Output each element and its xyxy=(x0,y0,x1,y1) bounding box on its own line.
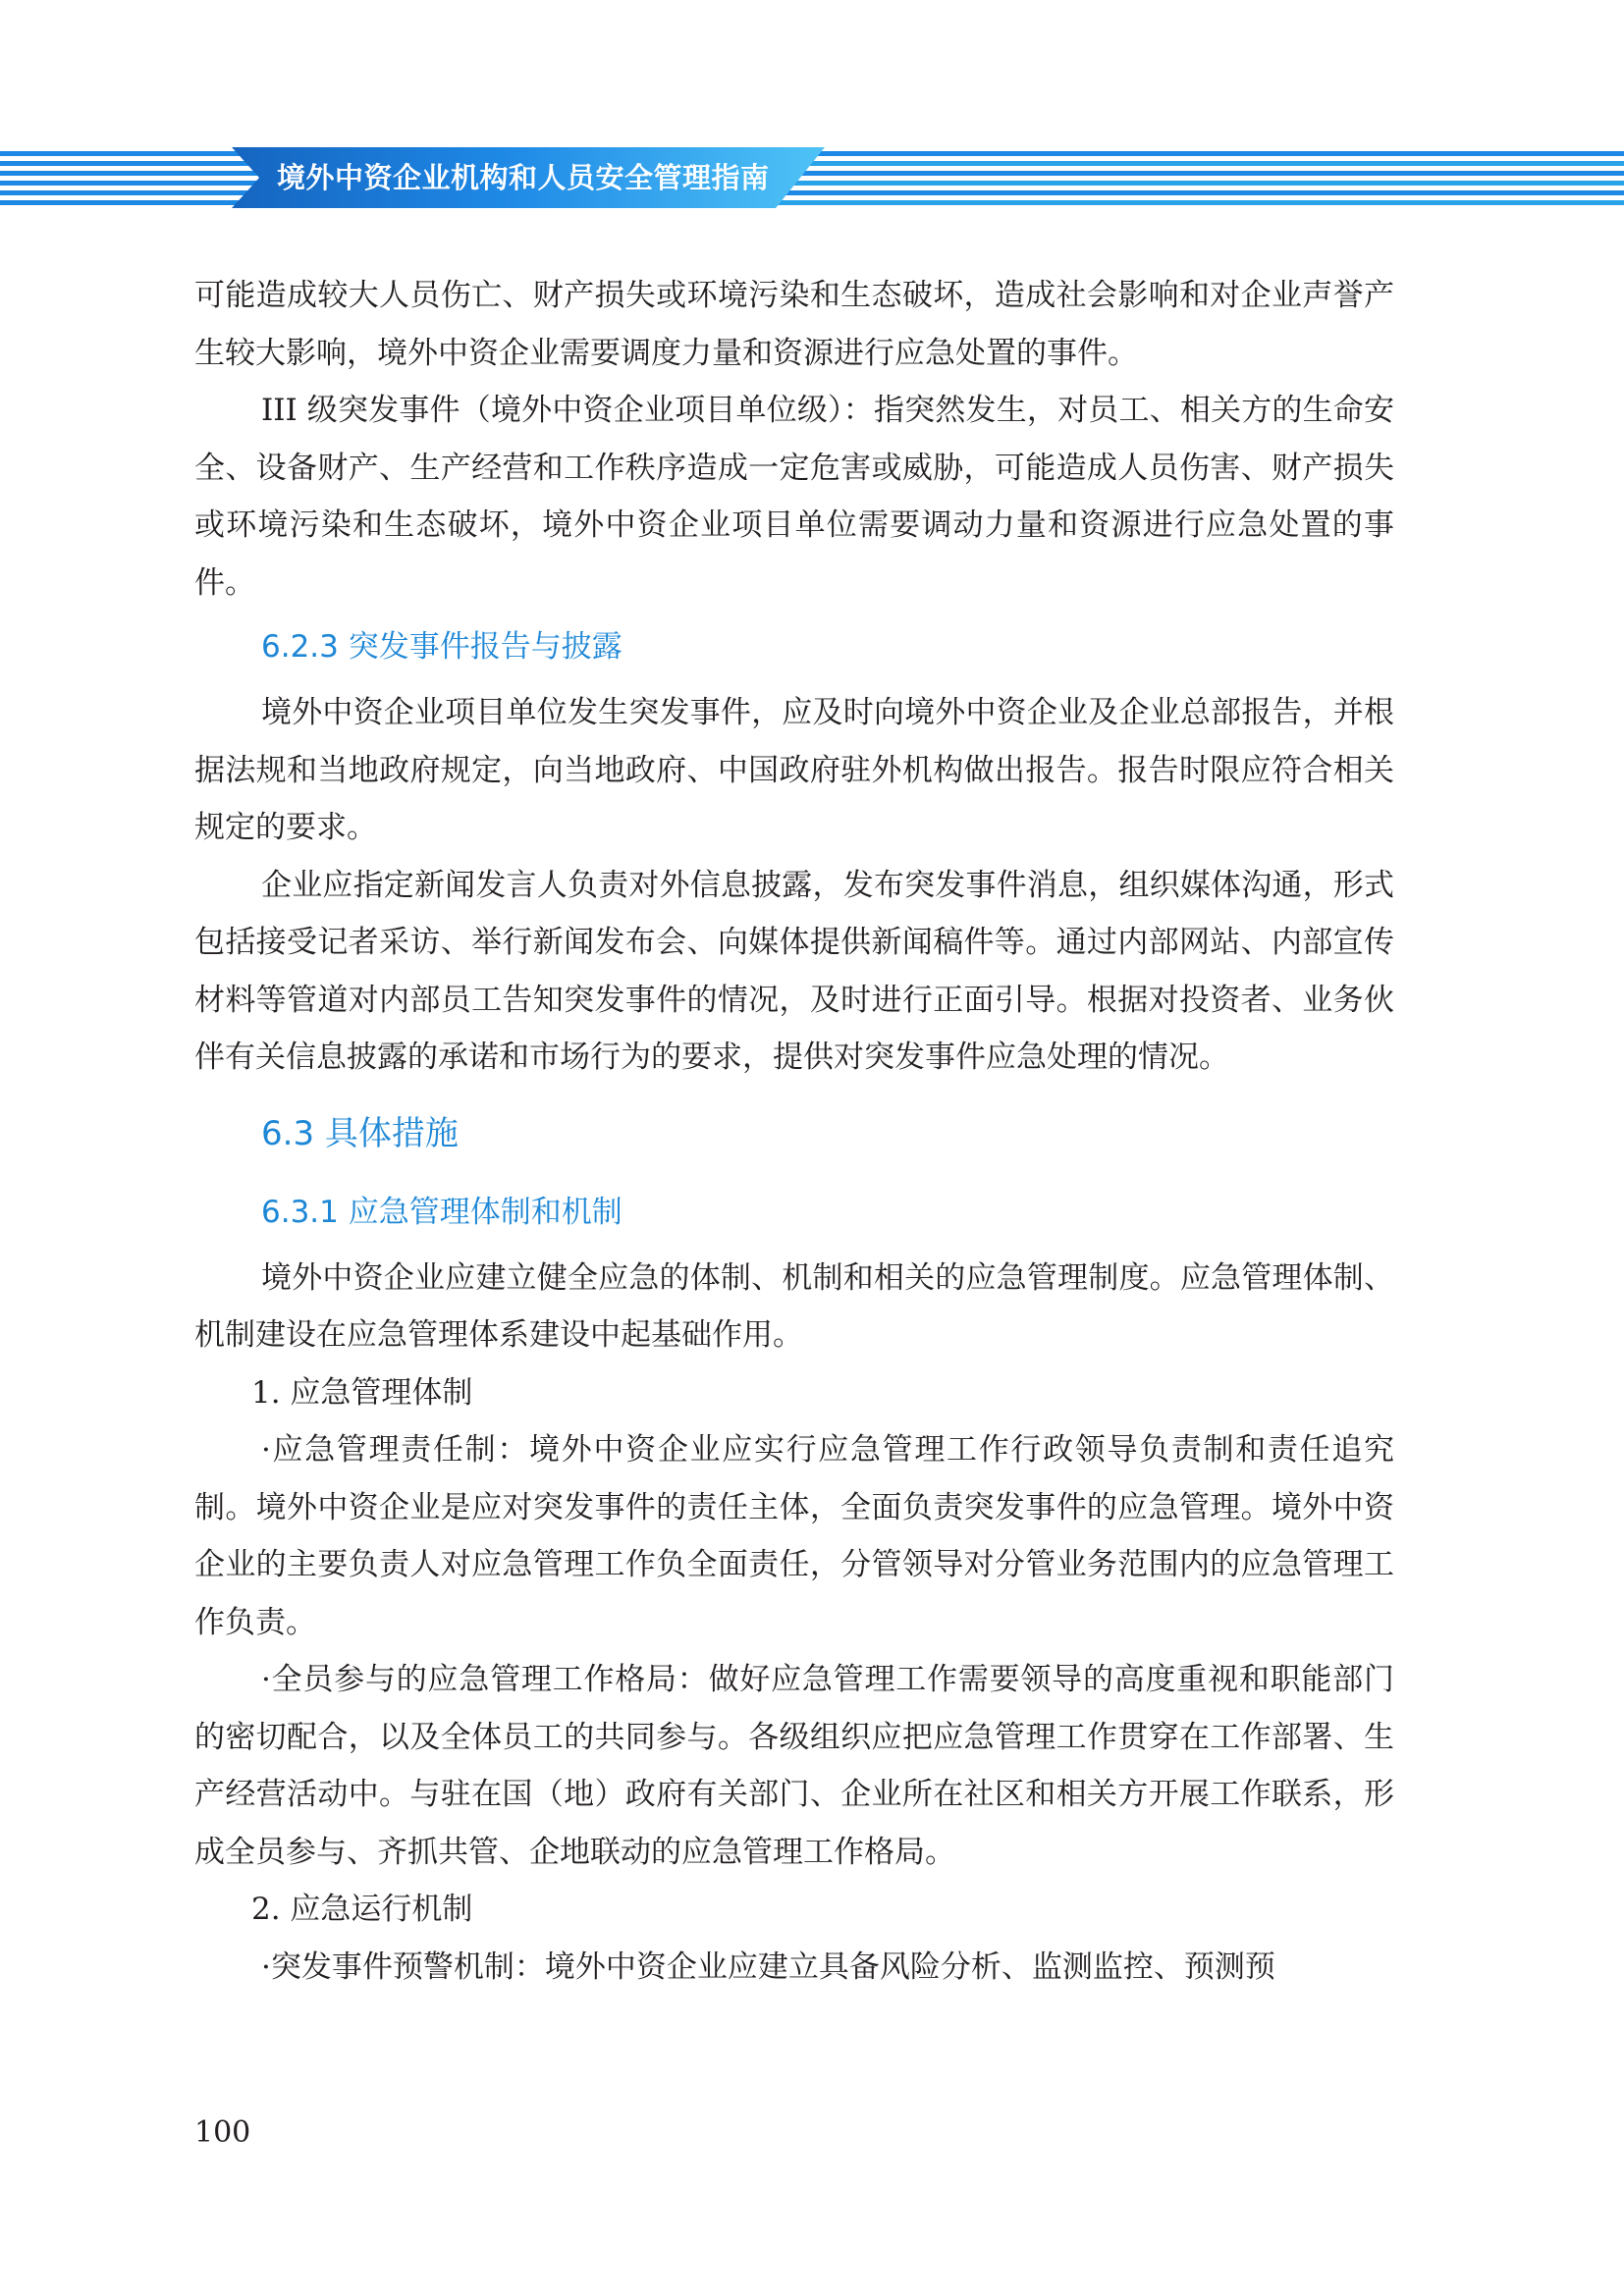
section-heading-6-3-1: 6.3.1 应急管理体制和机制 xyxy=(261,1194,623,1230)
paragraph: ·应急管理责任制：境外中资企业应实行应急管理工作行政领导负责制和责任追究制。境外中资企业是应对突发事件的责任主体，全面负责突发事件的应急管理。境外中资企业的主要负责人对应急管理工作负全面责任，分管领导对分管业务范围内的应急管理工作负责。 xyxy=(194,1432,1394,1640)
running-header-title: 境外中资企业机构和人员安全管理指南 xyxy=(277,161,770,194)
paragraph: 可能造成较大人员伤亡、财产损失或环境污染和生态破坏，造成社会影响和对企业声誉产生较大影响，境外中资企业需要调度力量和资源进行应急处置的事件。 xyxy=(194,278,1394,371)
page-content xyxy=(194,267,1394,1996)
section-heading-6-3: 6.3 具体措施 xyxy=(261,1113,459,1153)
paragraph: 境外中资企业项目单位发生突发事件，应及时向境外中资企业及企业总部报告，并根据法规和当地政府规定，向当地政府、中国政府驻外机构做出报告。报告时限应符合相关规定的要求。 xyxy=(194,695,1394,845)
paragraph: 企业应指定新闻发言人负责对外信息披露，发布突发事件消息，组织媒体沟通，形式包括接受记者采访、举行新闻发布会、向媒体提供新闻稿件等。通过内部网站、内部宣传材料等管道对内部员工告知突发事件的情况，及时进行正面引导。根据对投资者、业务伙伴有关信息披露的承诺和市场行为的要求，提供对突发事件应急处理的情况。 xyxy=(194,867,1394,1075)
paragraph: ·全员参与的应急管理工作格局：做好应急管理工作需要领导的高度重视和职能部门的密切配合，以及全体员工的共同参与。各级组织应把应急管理工作贯穿在工作部署、生产经营活动中。与驻在国（地）政府有关部门、企业所在社区和相关方开展工作联系，形成全员参与、齐抓共管、企地联动的应急管理工作格局。 xyxy=(194,1662,1394,1870)
list-item-title: 1. 应急管理体制 xyxy=(251,1374,473,1411)
header-band xyxy=(0,147,1624,208)
list-item-title: 2. 应急运行机制 xyxy=(251,1892,473,1927)
paragraph: 境外中资企业应建立健全应急的体制、机制和相关的应急管理制度。应急管理体制、机制建设在应急管理体系建设中起基础作用。 xyxy=(194,1259,1394,1353)
header-stripes xyxy=(0,147,1624,208)
page-number: 100 xyxy=(194,2115,251,2150)
paragraph: III 级突发事件（境外中资企业项目单位级）：指突然发生，对员工、相关方的生命安全、设备财产、生产经营和工作秩序造成一定危害或威胁，可能造成人员伤害、财产损失或环境污染和生态破坏，境外中资企业项目单位需要调动力量和资源进行应急处置的事件。 xyxy=(194,393,1394,601)
paragraph: ·突发事件预警机制：境外中资企业应建立具备风险分析、监测监控、预测预 xyxy=(261,1949,1275,1985)
section-heading-6-2-3: 6.2.3 突发事件报告与披露 xyxy=(261,629,623,665)
